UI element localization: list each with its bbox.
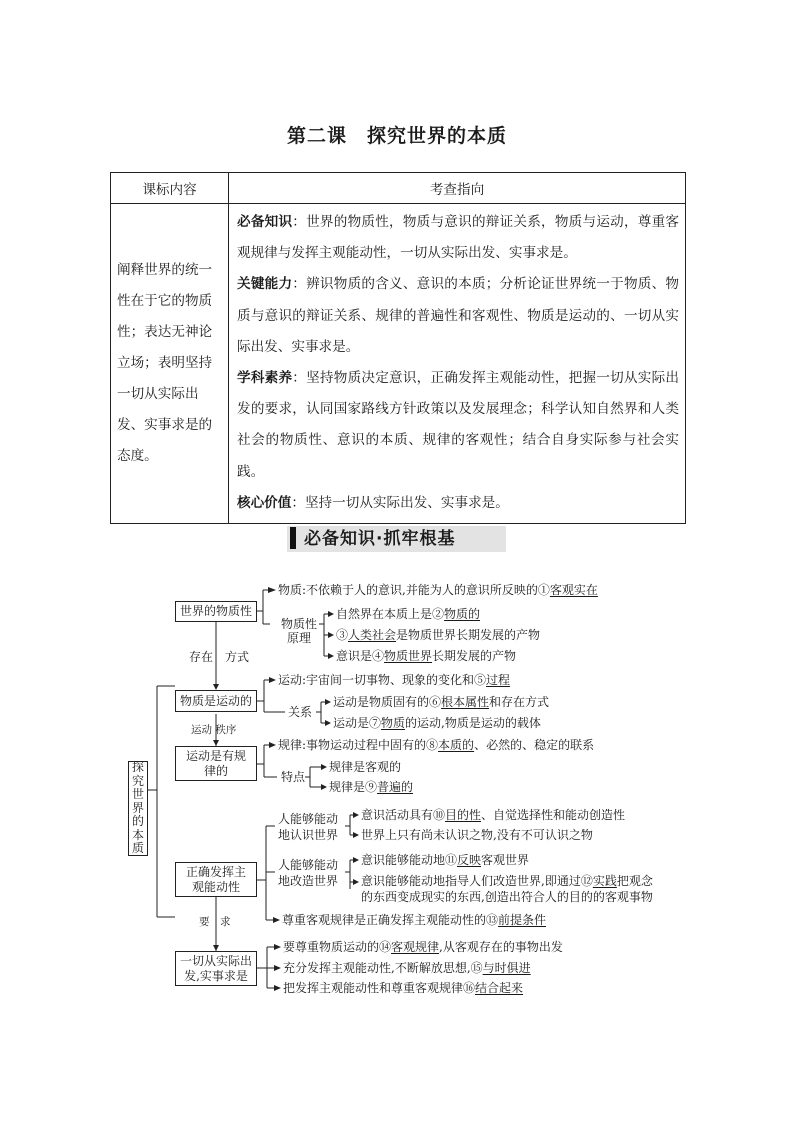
relation-label: 关系 <box>288 705 313 719</box>
motion-definition: 运动:宇宙间一切事物、现象的变化和⑤过程 <box>278 673 511 687</box>
change-item-2-cont: 的东西变成现实的东西,创造出符合人的目的的客观事物 <box>361 890 653 904</box>
node-matter-motion: 物质是运动的 <box>175 690 257 712</box>
page-title: 第二课 探究世界的本质 <box>286 125 507 147</box>
focus-item-literacy: 学科素养：坚持物质决定意识，正确发挥主观能动性，把握一切从实际出发的要求，认同国家路线方针政策以及发展理念；科学认知自然界和人类社会的物质性、意识的本质、规律的客观性；结合自身实际参与社会实践。 <box>237 370 680 480</box>
principle-label: 物质性原理 <box>280 617 317 645</box>
seek-truth-item-2: 充分发挥主观能动性,不断解放思想,⑮与时俱进 <box>283 961 531 975</box>
know-item-1: 意识活动具有⑩目的性、自觉选择性和能动创造性 <box>361 808 626 822</box>
node-world-materiality: 世界的物质性 <box>175 601 257 622</box>
change-item-1: 意识能够能动地⑪反映客观世界 <box>361 853 530 867</box>
focus-item-values: 核心价值：坚持一切从实际出发、实事求是。 <box>237 494 509 511</box>
section-heading: 必备知识·抓牢根基 <box>287 526 506 552</box>
focus-item-ability: 关键能力：辨识物质的含义、意识的本质；分析论证世界统一于物质、物质与意识的辩证关系、规律的普遍性和客观性、物质是运动的、一切从实际出发、实事求是。 <box>237 276 680 355</box>
node-motion-law: 运动是有规律的 <box>175 746 257 781</box>
feature-item-1: 规律是客观的 <box>329 760 402 774</box>
principle-item-1: 自然界在本质上是②物质的 <box>336 607 481 621</box>
link-label-3: 要 求 <box>199 916 231 928</box>
node-seek-truth: 一切从实际出发,实事求是 <box>175 951 257 986</box>
concept-map-root <box>128 761 148 856</box>
seek-truth-item-1: 要尊重物质运动的⑭客观规律,从客观存在的事物出发 <box>283 940 563 954</box>
relation-item-2: 运动是⑦物质的运动,物质是运动的载体 <box>333 716 541 730</box>
seek-truth-item-3: 把发挥主观能动性和尊重客观规律⑯结合起来 <box>283 981 524 995</box>
focus-item-knowledge: 必备知识：世界的物质性，物质与意识的辩证关系，物质与运动，尊重客观规律与发挥主观能动性，一切从实际出发、实事求是。 <box>237 214 680 262</box>
link-label-2: 运动 秩序 <box>191 724 237 736</box>
node-subjective-initiative: 正确发挥主观能动性 <box>175 862 257 897</box>
root-label: 探究世界的本质 <box>131 760 144 856</box>
principle-item-3: 意识是④物质世界长期发展的产物 <box>336 649 517 663</box>
feature-label: 特点 <box>281 770 306 784</box>
know-item-2: 世界上只有尚未认识之物,没有不可认识之物 <box>361 828 593 842</box>
header-exam-focus: 考查指向 <box>229 173 686 204</box>
curriculum-content: 阐释世界的统一性在于它的物质性；表达无神论立场；表明坚持一切从实际出发、实事求是的态度。 <box>111 204 229 524</box>
principle-item-2: ③人类社会是物质世界长期发展的产物 <box>336 628 541 642</box>
know-world-label: 人能够能动地认识世界 <box>278 812 339 842</box>
feature-item-2: 规律是⑨普遍的 <box>329 780 414 794</box>
matter-definition: 物质:不依赖于人的意识,并能为人的意识所反映的①客观实在 <box>278 583 598 597</box>
respect-law-item: 尊重客观规律是正确发挥主观能动性的⑬前提条件 <box>282 913 547 927</box>
law-definition: 规律:事物运动过程中固有的⑧本质的、必然的、稳定的联系 <box>278 738 595 752</box>
relation-item-1: 运动是物质固有的⑥根本属性和存在方式 <box>333 695 550 709</box>
change-world-label: 人能够能动地改造世界 <box>278 858 339 888</box>
header-curriculum: 课标内容 <box>111 173 229 204</box>
change-item-2: 意识能够能动地指导人们改造世界,即通过⑫实践把观念 <box>361 874 653 888</box>
link-label-1: 存在 方式 <box>189 650 250 664</box>
